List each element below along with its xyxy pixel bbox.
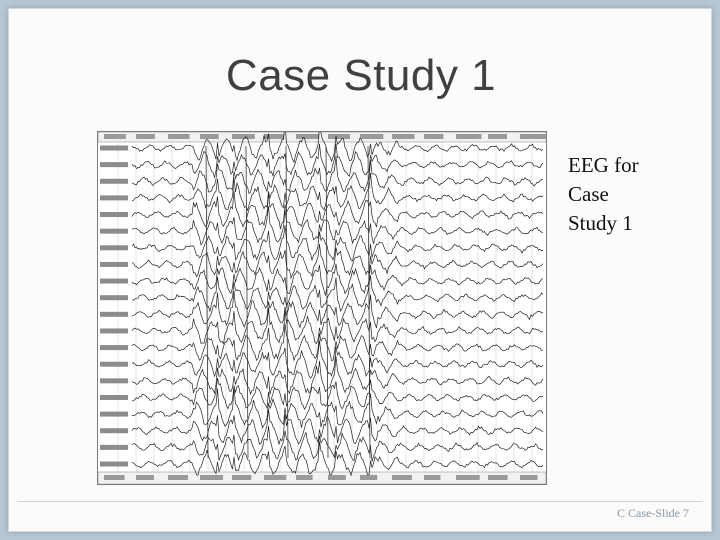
figure-caption: [568, 151, 698, 238]
slide: [8, 8, 712, 532]
slide-title: Case Study 1: [225, 51, 497, 100]
caption-line-2: Case: [568, 182, 609, 206]
eeg-tracing-image: [97, 131, 547, 485]
caption-line-1: EEG for: [568, 153, 639, 177]
caption-line-3: Study 1: [568, 211, 633, 235]
slide-footer: C Case-Slide 7: [617, 506, 689, 520]
footer-divider: [17, 501, 703, 502]
